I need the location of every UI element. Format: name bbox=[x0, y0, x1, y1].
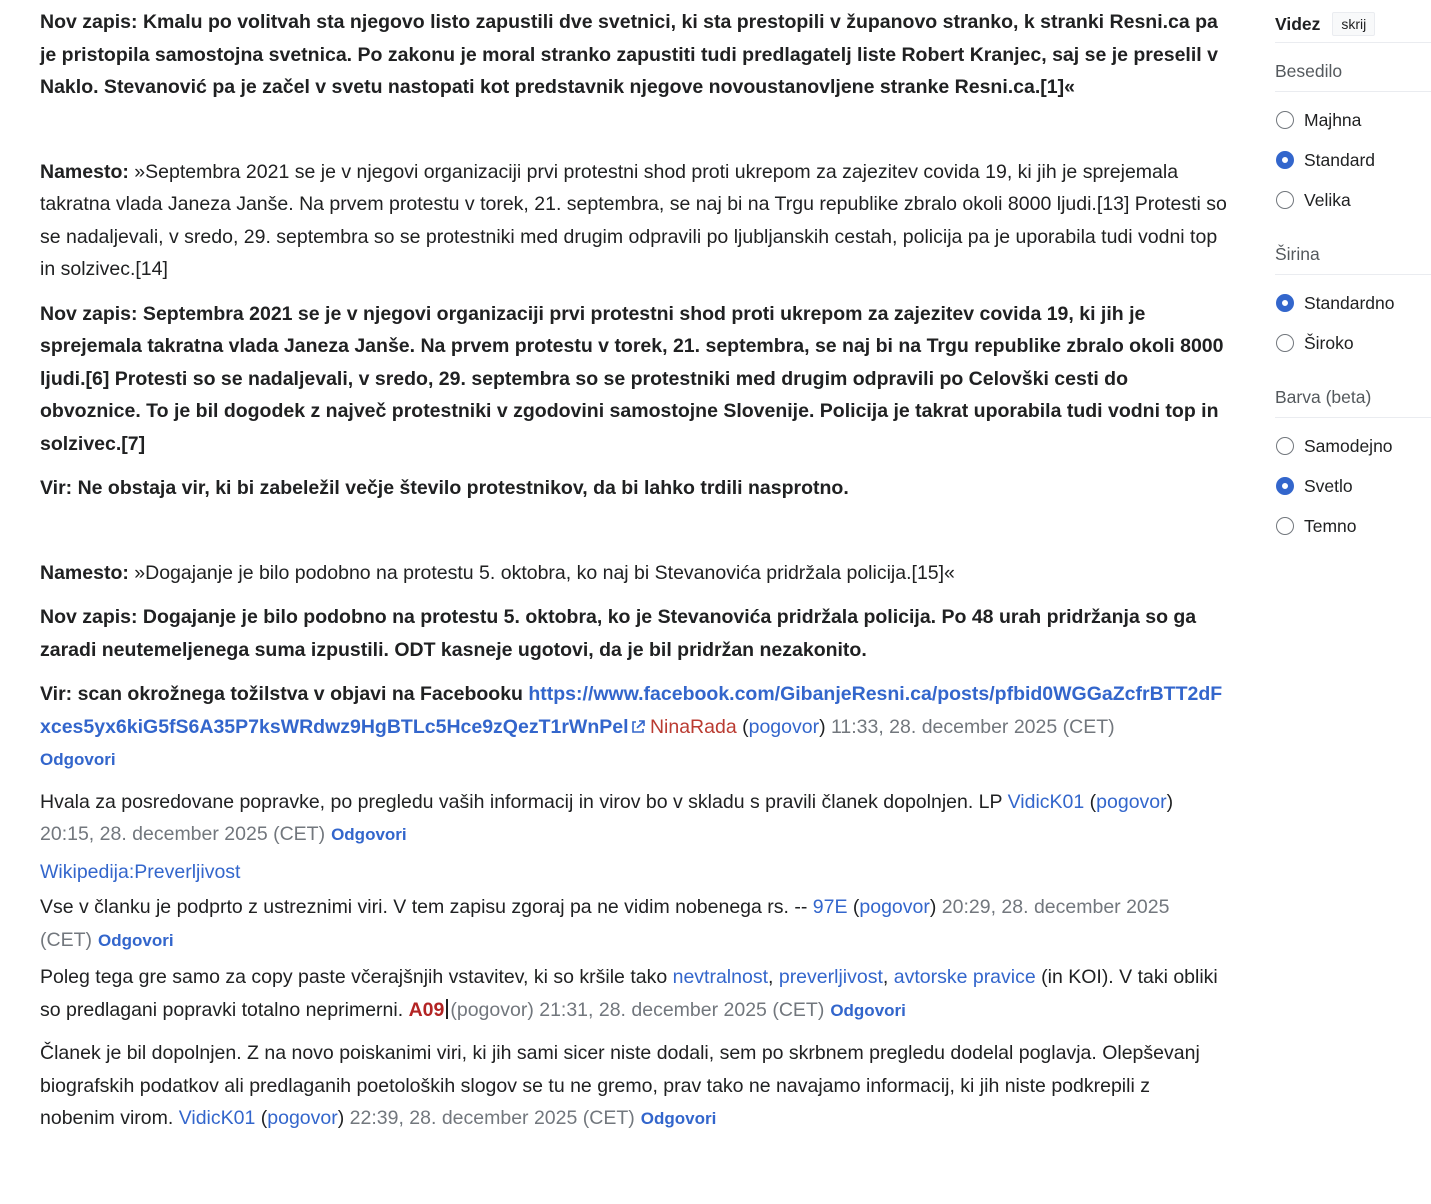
hide-button[interactable]: skrij bbox=[1332, 12, 1375, 36]
text-cursor bbox=[446, 999, 448, 1019]
radio-icon[interactable] bbox=[1276, 191, 1294, 209]
paragraph-text: »Septembra 2021 se je v njegovi organizaciji prvi protestni shod proti ukrepom za zajezitev covida 19, ki jih je sprejemala takratna vlada Janeza Janše. Na prvem protestu v torek, 21. septembra, se naj bi na Trgu republike zbralo okoli 8000 ljudi.[13] Protesti so se nadaljevali, v sredo, 29. septembra so se protestniki med drugim odpravili po ljubljanskih cestah, policija pa je uporabila tudi vodni top in solzivec.[14] bbox=[40, 160, 1227, 280]
comment-text: Poleg tega gre samo za copy paste včerajšnjih vstavitev, ki so kršile tako bbox=[40, 966, 673, 988]
paragraph-text: Kmalu po volitvah sta njegovo listo zapustili dve svetnici, ki sta prestopili v županovo stranko, k stranki Resni.ca pa je pristopila samostojna svetnica. Po zakonu je moral stranko zapustiti tudi predlagatelj liste Robert Kranjec, saj se je preselil v Naklo. Stevanović pa je začel v svetu nastopati kot predstavnik njegove novoustanovljene stranke Resni.ca.[1]« bbox=[40, 11, 1218, 98]
comment-text: Članek je bil dopolnjen. Z na novo poiskanimi viri, ki jih sami sicer niste dodali, sem po skrbnem pregledu dodelal poglavja. Olepševanj biografskih podatkov ali predlaganih poetoloških slogov se tu ne gremo, prav tako ne navajamo informacij, ki jih niste podkrepili z nobenim virom. bbox=[40, 1042, 1200, 1129]
comment-97e-link bbox=[40, 856, 1228, 889]
reply-button[interactable]: Odgovori bbox=[640, 1109, 717, 1128]
neutrality-link[interactable]: nevtralnost bbox=[672, 966, 768, 988]
user-link-ninarada[interactable]: NinaRada bbox=[649, 715, 737, 738]
appearance-panel bbox=[1275, 6, 1431, 552]
option-color-auto[interactable] bbox=[1275, 426, 1431, 466]
option-label: Velika bbox=[1304, 189, 1351, 210]
timestamp: 11:33, 28. december 2025 (CET) bbox=[830, 715, 1115, 738]
radio-icon[interactable] bbox=[1276, 437, 1294, 455]
radio-icon[interactable] bbox=[1276, 517, 1294, 535]
paragraph-source-1: Vir: Ne obstaja vir, ki bi zabeležil večje število protestnikov, da bi lahko trdili nasprotno. bbox=[40, 477, 849, 499]
comment-text: Hvala za posredovane popravke, po pregledu vaših informacij in virov bo v skladu s pravili članek dopolnjen. LP bbox=[40, 790, 1008, 813]
text-size-title: Besedilo bbox=[1275, 51, 1431, 92]
user-link-vidick01[interactable]: VidicK01 bbox=[178, 1107, 256, 1129]
comment-vidick01-1: Hvala za posredovane popravke, po pregledu vaših informacij in virov bo v skladu s pravili članek dopolnjen. LP VidicK01 (pogovor) 20:15, 28. december 2025 (CET) Odgovori bbox=[40, 790, 1174, 845]
option-label: Standard bbox=[1304, 149, 1376, 170]
comment-vidick01-2: Članek je bil dopolnjen. Z na novo poiskanimi viri, ki jih sami sicer niste dodali, sem po skrbnem pregledu dodelal poglavja. Olepševanj biografskih podatkov ali predlaganih poetoloških slogov se tu ne gremo, prav tako ne navajamo informacij, ki jih niste podkrepili z nobenim virom. VidicK01 (pogovor) 22:39, 28. december 2025 (CET) Odgovori bbox=[40, 1042, 1200, 1129]
radio-checked-icon[interactable] bbox=[1276, 151, 1294, 169]
paragraph-new-entry-3: Nov zapis: Dogajanje je bilo podobno na protestu 5. oktobra, ko je Stevanovića pridržala policija. Po 48 urah pridržanja so ga zaradi neutemeljenega suma izpustili. ODT kasneje ugotovi, da je bil pridržan nezakonito. bbox=[40, 606, 1197, 661]
color-title: Barva (beta) bbox=[1275, 377, 1431, 418]
copyright-link[interactable]: avtorske pravice bbox=[893, 966, 1036, 988]
radio-icon[interactable] bbox=[1276, 111, 1294, 129]
external-link-icon bbox=[631, 712, 645, 726]
width-title: Širina bbox=[1275, 234, 1431, 275]
timestamp: 21:31, 28. december 2025 (CET) bbox=[539, 998, 825, 1021]
facebook-link[interactable]: https://www.facebook.com/GibanjeResni.ca/posts/pfbid0WGGaZcfrBTT2dFxces5yx6kiG5fS6A35P7ksWRdwz9HgBTLc5Hce9zQezT1rWnPel bbox=[40, 683, 1223, 738]
user-link-a09[interactable]: A09 bbox=[408, 998, 445, 1021]
paragraph-instead-2 bbox=[40, 557, 1228, 590]
option-label: Široko bbox=[1304, 332, 1354, 353]
reply-button[interactable]: Odgovori bbox=[40, 750, 116, 769]
paragraph-new-entry-1 bbox=[40, 6, 1228, 104]
talk-link[interactable]: pogovor bbox=[267, 1107, 338, 1129]
talk-link[interactable]: pogovor bbox=[859, 896, 930, 918]
instead-label: Namesto: bbox=[40, 561, 129, 584]
width-options bbox=[1275, 275, 1431, 369]
talk-link[interactable]: pogovor bbox=[1096, 790, 1167, 813]
color-options bbox=[1275, 418, 1431, 552]
reply-button[interactable]: Odgovori bbox=[830, 1000, 906, 1020]
comment-ninarada: Vir: scan okrožnega tožilstva v objavi na Facebooku https://www.facebook.com/GibanjeResni.ca/posts/pfbid0WGGaZcfrBTT2dFxces5yx6kiG5fS6A35P7ksWRdwz9HgBTLc5Hce9zQezT1rWnPel NinaRada (pogovor) 11:33, 28. december 2025 (CET) Odgovori bbox=[40, 678, 1228, 776]
reply-button[interactable]: Odgovori bbox=[98, 930, 174, 950]
paragraph-text: »Dogajanje je bilo podobno na protestu 5. oktobra, ko naj bi Stevanovića pridržala policija.[15]« bbox=[128, 561, 955, 584]
option-width-wide[interactable] bbox=[1275, 323, 1431, 363]
appearance-header bbox=[1275, 6, 1431, 43]
reply-button[interactable]: Odgovori bbox=[331, 825, 407, 844]
talk-link[interactable]: pogovor bbox=[748, 715, 820, 738]
text-size-options bbox=[1275, 92, 1431, 226]
talk-link[interactable]: pogovor bbox=[456, 998, 528, 1021]
option-text-standard[interactable] bbox=[1275, 140, 1431, 180]
radio-icon[interactable] bbox=[1276, 334, 1294, 352]
option-label: Temno bbox=[1304, 515, 1357, 536]
appearance-title: Videz bbox=[1275, 13, 1321, 34]
paragraph-instead-1 bbox=[40, 156, 1228, 286]
talk-content bbox=[40, 6, 1228, 1136]
comment-97e: Vse v članku je podprto z ustreznimi viri. V tem zapisu zgoraj pa ne vidim nobenega rs. -- 97E (pogovor) 20:29, 28. december 2025 (CET) Odgovori bbox=[40, 896, 1170, 951]
option-label: Svetlo bbox=[1304, 475, 1353, 496]
verifiability-link[interactable]: Wikipedija:Preverljivost bbox=[40, 860, 241, 883]
radio-checked-icon[interactable] bbox=[1276, 477, 1294, 495]
comment-text: (in KOI). V taki obliki so predlagani popravki totalno neprimerni. bbox=[40, 966, 1218, 1021]
instead-label: Namesto: bbox=[40, 160, 129, 183]
option-label: Standardno bbox=[1304, 292, 1395, 313]
radio-checked-icon[interactable] bbox=[1276, 294, 1294, 312]
paragraph-new-entry-2: Nov zapis: Septembra 2021 se je v njegovi organizaciji prvi protestni shod proti ukrepom za zajezitev covida 19, ki jih je sprejemala takratna vlada Janeza Janše. Na prvem protestu v torek, 21. septembra, se naj bi na Trgu republike zbralo okoli 8000 ljudi.[6] Protesti so se nadaljevali, v sredo, 29. septembra so se protestniki med drugim odpravili po Celovški cesti do obvoznice. To je bil dogodek z največ protestniki v zgodovini samostojne Slovenije. Policija je takrat uporabila tudi vodni top in solzivec.[7] bbox=[40, 302, 1224, 455]
user-link-vidick01[interactable]: VidicK01 bbox=[1007, 790, 1085, 813]
user-link-97e[interactable]: 97E bbox=[812, 896, 848, 918]
timestamp: 20:15, 28. december 2025 (CET) bbox=[40, 823, 326, 845]
option-label: Samodejno bbox=[1304, 435, 1393, 456]
timestamp: 22:39, 28. december 2025 (CET) bbox=[349, 1107, 635, 1129]
option-text-small[interactable] bbox=[1275, 100, 1431, 140]
option-color-light[interactable] bbox=[1275, 466, 1431, 506]
option-width-standard[interactable] bbox=[1275, 283, 1431, 323]
comment-text: Vse v članku je podprto z ustreznimi viri. V tem zapisu zgoraj pa ne vidim nobenega rs. -- bbox=[40, 896, 813, 918]
option-label: Majhna bbox=[1304, 109, 1362, 130]
timestamp: 20:29, 28. december 2025 (CET) bbox=[40, 896, 1170, 951]
new-entry-label: Nov zapis: bbox=[40, 11, 138, 33]
verifiability-policy-link[interactable]: preverljivost bbox=[778, 966, 883, 988]
option-text-large[interactable] bbox=[1275, 180, 1431, 220]
comment-a09: Poleg tega gre samo za copy paste včerajšnjih vstavitev, ki so kršile tako nevtralnost, preverljivost, avtorske pravice (in KOI). V taki obliki so predlagani popravki totalno neprimerni. A09 (pogovor) 21:31, 28. december 2025 (CET) Odgovori bbox=[40, 966, 1218, 1021]
source-text: Vir: scan okrožnega tožilstva v objavi na Facebooku bbox=[40, 683, 529, 705]
option-color-dark[interactable] bbox=[1275, 506, 1431, 546]
